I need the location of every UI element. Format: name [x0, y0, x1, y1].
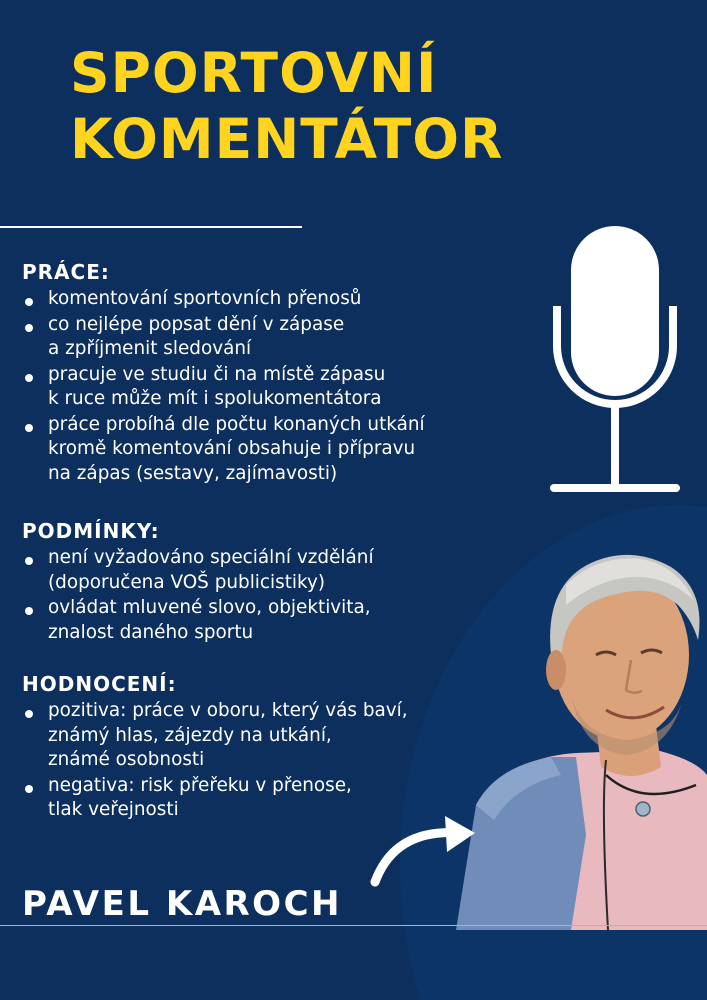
section-heading: PRÁCE: [22, 260, 110, 284]
title-line-1: SPORTOVNÍ [70, 41, 438, 105]
list-item-text: známé osobnosti [48, 749, 205, 770]
microphone-icon [548, 226, 688, 496]
list-item-text: není vyžadováno speciální vzdělání [48, 547, 374, 568]
bullet-icon [25, 324, 33, 332]
person-photo [456, 545, 707, 930]
list-item-text: komentování sportovních přenosů [48, 288, 362, 309]
list-item-text: pozitiva: práce v oboru, který vás baví, [48, 700, 408, 721]
person-name: PAVEL KAROCH [22, 884, 342, 924]
bullet-icon [25, 557, 33, 565]
bullet-list [22, 287, 602, 486]
list-item-text: k ruce může mít i spolukomentátora [48, 388, 382, 409]
list-item [22, 313, 602, 362]
list-item-text: negativa: risk přeřeku v přenose, [48, 774, 352, 796]
title-divider [0, 226, 302, 228]
list-item-text: a zpříjmenit sledování [48, 338, 252, 359]
curved-arrow-icon [365, 808, 480, 888]
bottom-divider [0, 925, 707, 926]
section-heading: PODMÍNKY: [22, 519, 160, 543]
bullet-icon [25, 298, 33, 306]
list-item [22, 363, 602, 412]
page-title [70, 40, 503, 172]
bullet-icon [25, 710, 33, 718]
list-item-text: na zápas (sestavy, zajímavosti) [48, 462, 338, 484]
section-heading: HODNOCENÍ: [22, 672, 177, 696]
bullet-icon [25, 607, 33, 615]
list-item-text: znalost daného sportu [48, 621, 254, 643]
list-item-text: tlak veřejnosti [48, 799, 179, 820]
list-item-text: co nejlépe popsat dění v zápase [48, 313, 345, 335]
title-line-2: KOMENTÁTOR [70, 107, 504, 171]
list-item-text: ovládat mluvené slovo, objektivita, [48, 597, 371, 618]
bullet-icon [25, 424, 33, 432]
bullet-icon [25, 374, 33, 382]
bullet-icon [25, 785, 33, 793]
section-prace [22, 260, 602, 487]
list-item-text: práce probíhá dle počtu konaných utkání [48, 413, 425, 435]
list-item [22, 287, 602, 312]
list-item-text: pracuje ve studiu či na místě zápasu [48, 363, 386, 385]
list-item-text: (doporučena VOŠ publicistiky) [48, 571, 326, 593]
list-item-text: známý hlas, zájezdy na utkání, [48, 724, 332, 746]
list-item [22, 413, 602, 487]
list-item-text: kromě komentování obsahuje i přípravu [48, 438, 416, 459]
